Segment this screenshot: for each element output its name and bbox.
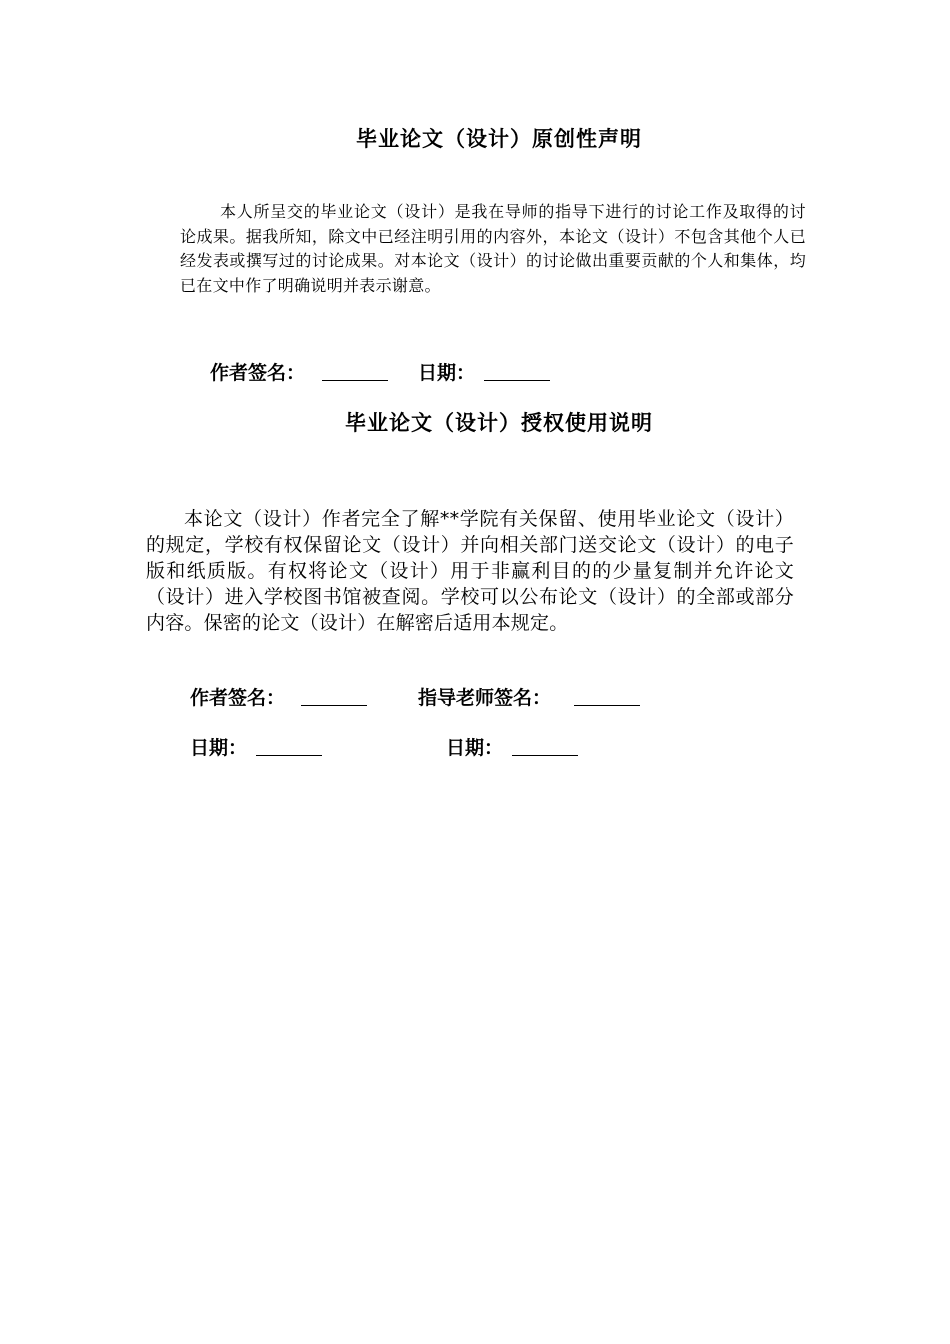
author-signature-label: 作者签名： [210,362,306,384]
author-signature-blank [322,362,388,381]
authorization-title: 毕业论文（设计）授权使用说明 [345,411,653,435]
author-date-label: 日期： [190,737,248,759]
date-label: 日期： [418,362,476,384]
author-signature-blank [301,687,367,706]
advisor-date-label: 日期： [446,737,504,759]
originality-statement-title: 毕业论文（设计）原创性声明 [356,127,642,151]
advisor-date-blank [512,737,578,756]
advisor-signature-label: 指导老师签名： [418,687,552,709]
author-date-blank [256,737,322,756]
authorization-body: 本论文（设计）作者完全了解**学院有关保留、使用毕业论文（设计）的规定，学校有权保留论文（设计）并向相关部门送交论文（设计）的电子版和纸质版。有权将论文（设计）用于非赢利目的的少量复制并允许论文（设计）进入学校图书馆被查阅。学校可以公布论文（设计）的全部或部分内容。保密的论文（设计）在解密后适用本规定。 [146,508,794,634]
date-blank [484,362,550,381]
originality-statement-body: 本人所呈交的毕业论文（设计）是我在导师的指导下进行的讨论工作及取得的讨论成果。据我所知，除文中已经注明引用的内容外，本论文（设计）不包含其他个人已经发表或撰写过的讨论成果。对本论文（设计）的讨论做出重要贡献的个人和集体，均已在文中作了明确说明并表示谢意。 [180,202,806,295]
author-signature-label: 作者签名： [190,687,286,709]
advisor-signature-blank [574,687,640,706]
